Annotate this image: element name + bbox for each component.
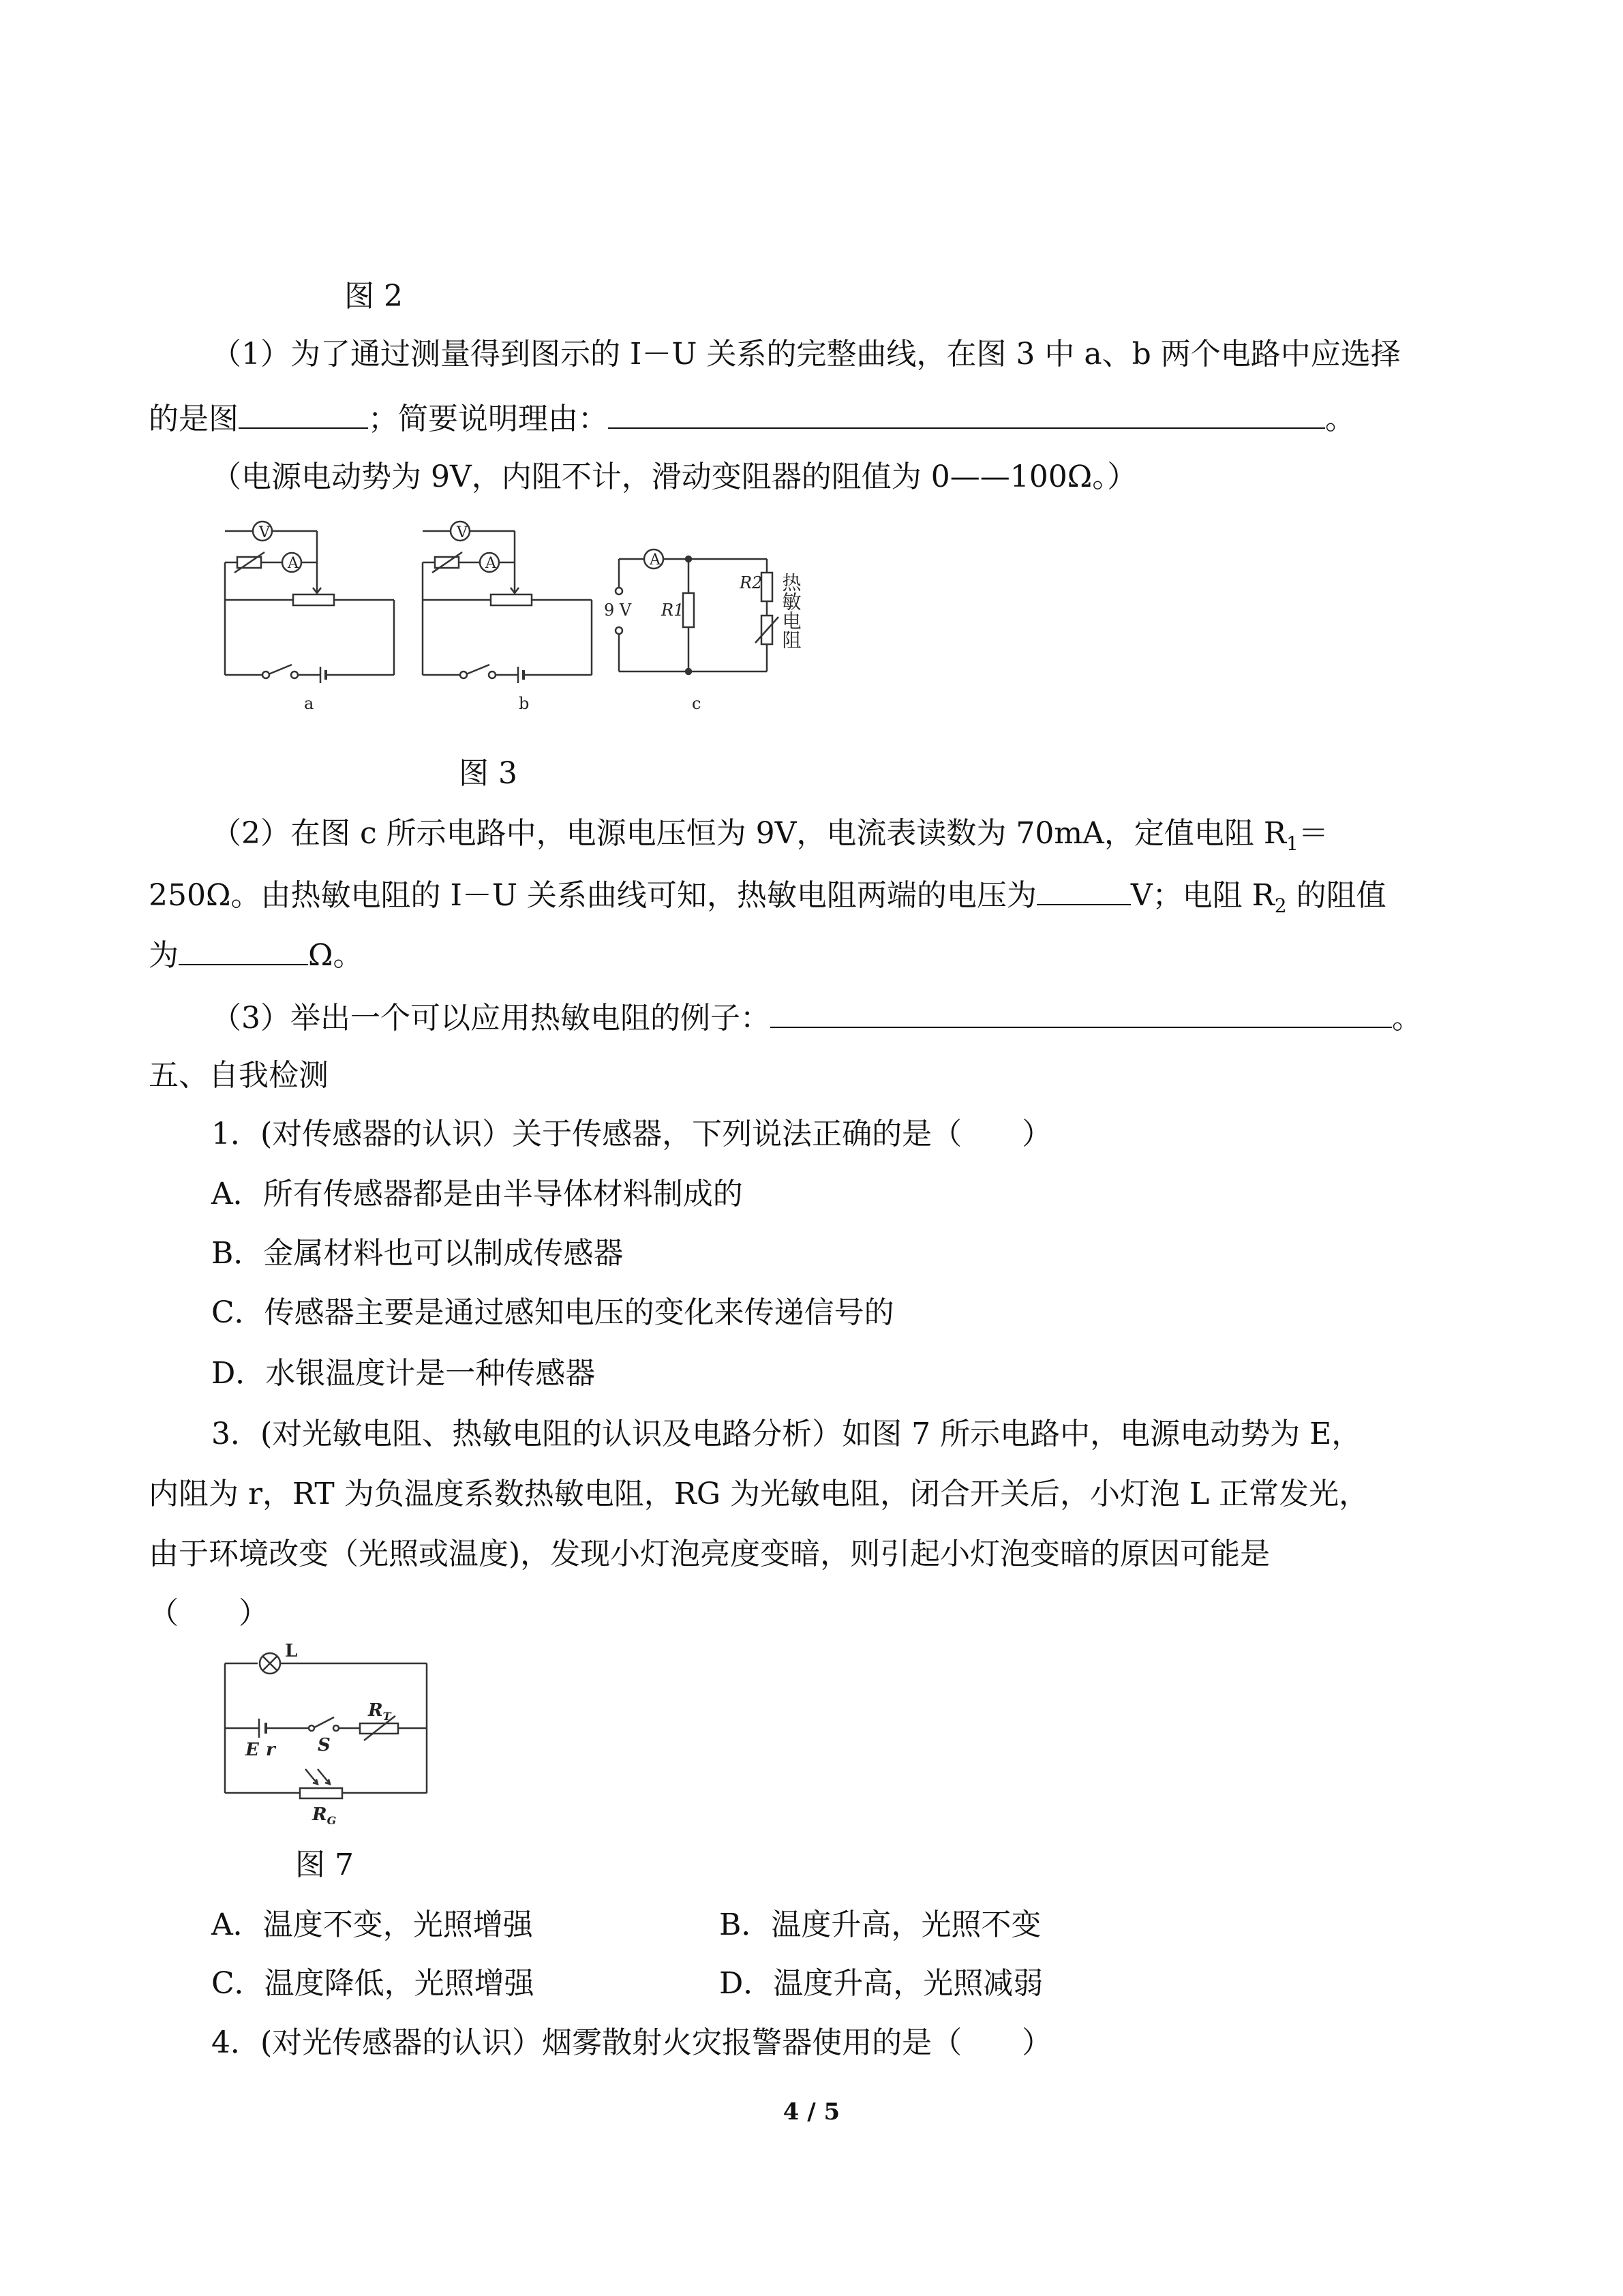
fig7-lamp-label: L: [285, 1641, 298, 1661]
q3-text: （3）举出一个可以应用热敏电阻的例子：: [211, 1001, 770, 1036]
q3-end: 。: [1392, 1001, 1422, 1036]
q2-text-2b: V；电阻 R: [1130, 878, 1275, 913]
q2-line-2: [149, 874, 1386, 926]
q2-line-1: [211, 813, 1329, 864]
circuit-c-label: c: [692, 694, 701, 713]
item-1-option-b[interactable]: B．金属材料也可以制成传感器: [211, 1236, 624, 1271]
q2-line-3: [149, 934, 363, 976]
q1-line-1: （1）为了通过测量得到图示的 I－U 关系的完整曲线，在图 3 中 a、b 两个电路中应选择: [211, 337, 1401, 372]
circuit-a-label: a: [304, 694, 314, 713]
item-3-option-c[interactable]: C．温度降低，光照增强: [211, 1966, 534, 2001]
q2-answer-blank-voltage[interactable]: [1037, 874, 1131, 905]
item-1-stem: 1．(对传感器的认识）关于传感器，下列说法正确的是（ ）: [211, 1117, 1052, 1151]
item-1-option-c[interactable]: C．传感器主要是通过感知电压的变化来传递信号的: [211, 1295, 894, 1330]
q1-text-a: 的是图: [149, 402, 239, 436]
fig7-internal-r-label: r: [266, 1740, 275, 1760]
fig7-emf-label: E: [245, 1740, 259, 1760]
q1-text-b: ；简要说明理由：: [368, 402, 608, 436]
section-5-heading: 五、自我检测: [149, 1058, 329, 1093]
figure-7-caption: 图 7: [295, 1847, 354, 1882]
q3-answer-blank-example[interactable]: [770, 997, 1392, 1028]
q2-sub-1: 1: [1286, 832, 1299, 855]
q2-sub-2: 2: [1274, 894, 1287, 917]
item-3-line-4: （ ）: [149, 1596, 269, 1631]
circuit-a: [225, 522, 394, 683]
circuit-c-r2-label: R2: [740, 573, 763, 592]
q1-answer-blank-reason[interactable]: [608, 397, 1325, 429]
q1-note: （电源电动势为 9V，内阻不计，滑动变阻器的阻值为 0——100Ω。）: [211, 459, 1138, 494]
item-3-option-b[interactable]: B．温度升高，光照不变: [719, 1907, 1042, 1942]
circuit-a-voltmeter-label: V: [259, 524, 270, 541]
q2-text-3a: 为: [149, 938, 179, 973]
figure-2-caption: 图 2: [344, 279, 403, 314]
circuit-c-r1-label: R1: [661, 601, 684, 620]
q1-text-c: 。: [1325, 402, 1355, 436]
q2-text-2a: 250Ω。由热敏电阻的 I－U 关系曲线可知，热敏电阻两端的电压为: [149, 878, 1037, 913]
q1-line-2: [149, 397, 1355, 440]
circuit-c-source-label: 9 V: [604, 601, 632, 620]
circuit-c-thermistor-label: 热敏电阻: [779, 573, 802, 649]
q2-text-1b: ＝: [1298, 816, 1329, 851]
circuit-b-voltmeter-label: V: [457, 524, 468, 541]
circuit-b-ammeter-label: A: [485, 555, 496, 572]
circuit-a-ammeter-label: A: [288, 555, 299, 572]
item-3-line-1: 3．(对光敏电阻、热敏电阻的认识及电路分析）如图 7 所示电路中，电源电动势为 E，: [211, 1417, 1362, 1451]
circuit-c: [616, 549, 778, 674]
item-1-option-d[interactable]: D．水银温度计是一种传感器: [211, 1356, 596, 1391]
q2-text-2c: 的阻值: [1286, 878, 1386, 913]
item-4-stem: 4．(对光传感器的认识）烟雾散射火灾报警器使用的是（ ）: [211, 2025, 1052, 2060]
figure-7-circuit: [217, 1633, 435, 1830]
page-number: 4 / 5: [783, 2098, 840, 2126]
circuit-b: [423, 522, 592, 683]
item-3-option-d[interactable]: D．温度升高，光照减弱: [719, 1966, 1044, 2001]
circuit-c-ammeter-label: A: [650, 552, 661, 569]
q1-answer-blank-circuit[interactable]: [239, 397, 368, 429]
q2-answer-blank-resistance[interactable]: [179, 934, 308, 965]
fig7-rt-label: $R_T$: [368, 1700, 391, 1723]
item-3-line-2: 内阻为 r，RT 为负温度系数热敏电阻，RG 为光敏电阻，闭合开关后，小灯泡 L 正常发光，: [149, 1477, 1369, 1511]
fig7-switch-label: S: [318, 1735, 331, 1755]
figure-3-caption: 图 3: [459, 756, 517, 791]
item-1-option-a[interactable]: A．所有传感器都是由半导体材料制成的: [211, 1177, 743, 1211]
q2-text-1a: （2）在图 c 所示电路中，电源电压恒为 9V，电流表读数为 70mA，定值电阻 R: [211, 816, 1286, 851]
circuit-b-label: b: [519, 694, 530, 713]
fig7-rg-label: $R_G$: [312, 1804, 337, 1827]
item-3-option-a[interactable]: A．温度不变，光照增强: [211, 1907, 533, 1942]
q2-text-3b: Ω。: [308, 938, 363, 973]
item-3-line-3: 由于环境改变（光照或温度)，发现小灯泡亮度变暗，则引起小灯泡变暗的原因可能是: [149, 1537, 1271, 1571]
figure-3-circuits: [211, 508, 825, 719]
q3-line: [211, 997, 1422, 1039]
